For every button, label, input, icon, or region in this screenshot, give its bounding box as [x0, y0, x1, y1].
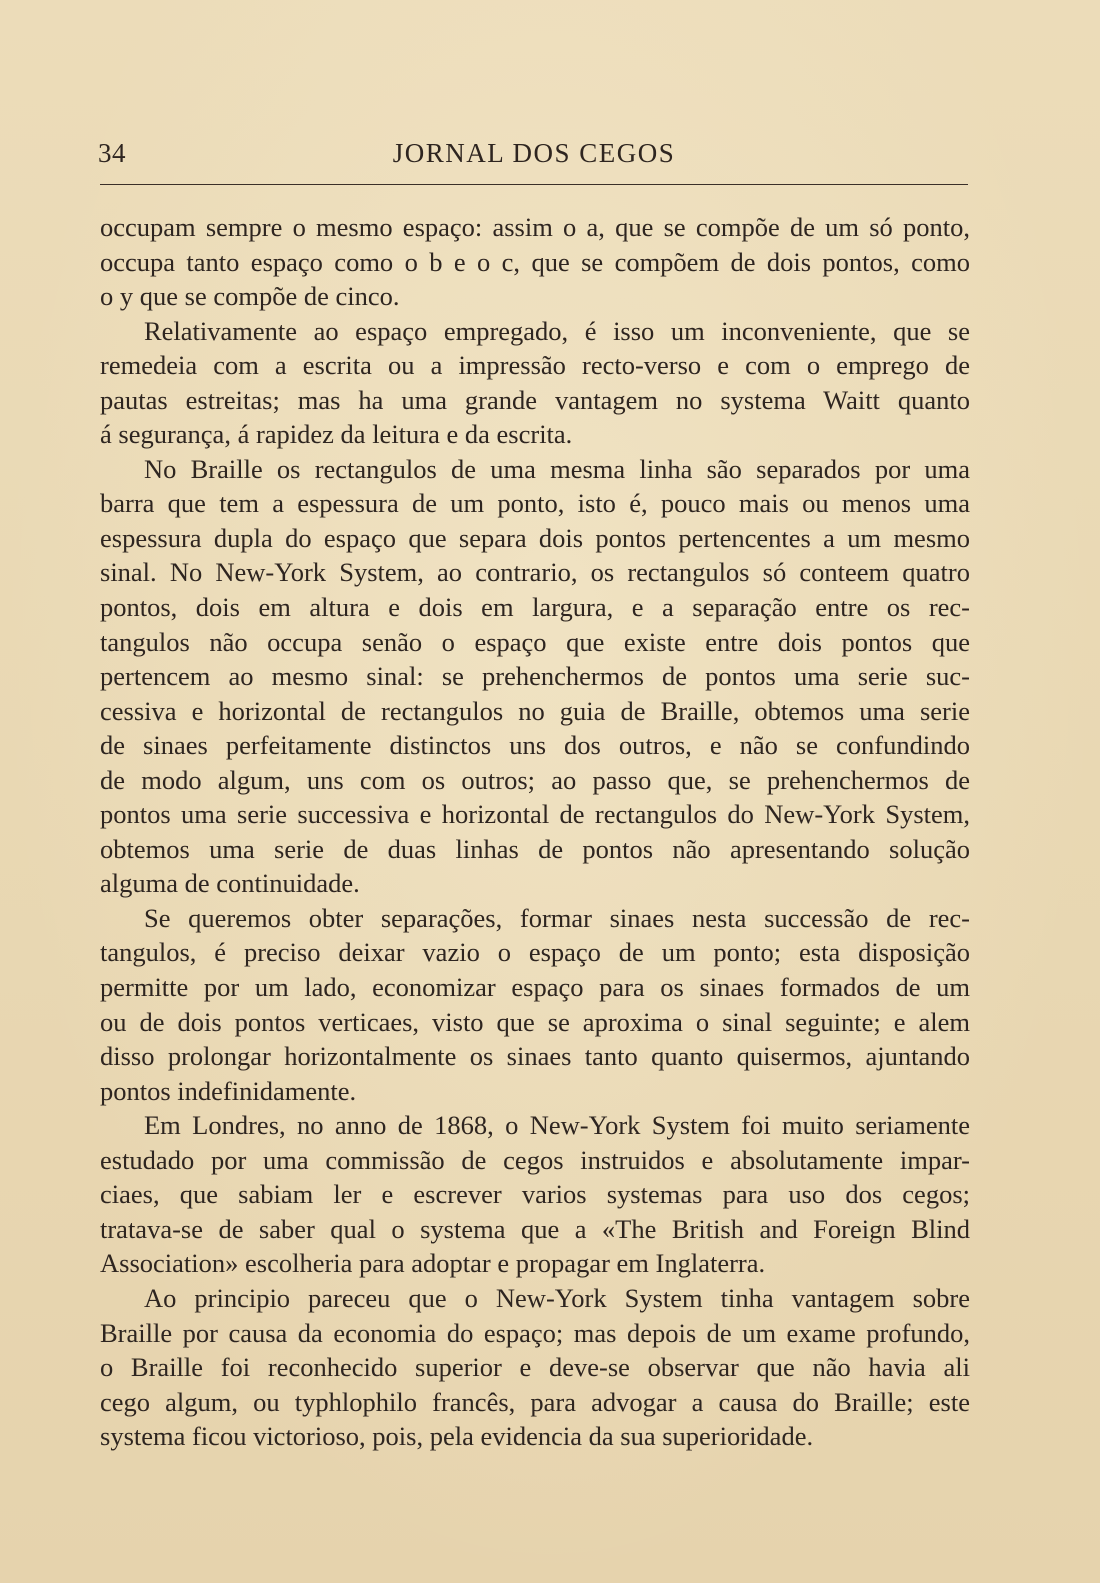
paragraph: [100, 452, 970, 901]
text-line: Relativamente ao espaço empregado, é isso um inconveniente, que se: [144, 315, 970, 346]
page-number: 34: [98, 138, 126, 168]
text-line: pontos indefinidamente.: [100, 1075, 357, 1106]
text-line: tangulos, é preciso deixar vazio o espaço de um ponto; esta disposição: [100, 937, 970, 968]
text-line: Se queremos obter separações, formar sinaes nesta successão de rec-: [144, 902, 970, 933]
header-rule: [100, 184, 968, 185]
page-header: [98, 136, 970, 178]
text-line: Em Londres, no anno de 1868, o New-York System foi muito seriamente: [144, 1110, 970, 1141]
text-line: systema ficou victorioso, pois, pela evidencia da sua superioridade.: [100, 1421, 814, 1452]
text-line: ou de dois pontos verticaes, visto que se aproxima o sinal seguinte; e alem: [100, 1006, 970, 1037]
text-line: disso prolongar horizontalmente os sinaes tanto quanto quisermos, ajuntando: [100, 1041, 970, 1072]
text-line: obtemos uma serie de duas linhas de pontos não apresentando solução: [100, 833, 970, 864]
text-line: Braille por causa da economia do espaço; mas depois de um exame profundo,: [100, 1317, 970, 1348]
text-line: pertencem ao mesmo sinal: se prehenchermos de pontos uma serie suc-: [100, 661, 970, 692]
text-line: occupam sempre o mesmo espaço: assim o a, que se compõe de um só ponto,: [100, 212, 970, 242]
text-line: o Braille foi reconhecido superior e deve-se observar que não havia ali: [100, 1352, 970, 1383]
text-line: de sinaes perfeitamente distinctos uns dos outros, e não se confundindo: [100, 730, 970, 761]
text-line: Association» escolheria para adoptar e propagar em Inglaterra.: [100, 1248, 766, 1279]
text-line: tratava-se de saber qual o systema que a «The British and Foreign Blind: [100, 1213, 970, 1244]
text-line: Ao principio pareceu que o New-York System tinha vantagem sobre: [144, 1282, 970, 1313]
text-line: á segurança, á rapidez da leitura e da escrita.: [100, 419, 573, 450]
text-line: occupa tanto espaço como o b e o c, que se compõem de dois pontos, como: [100, 246, 970, 277]
text-line: pautas estreitas; mas ha uma grande vantagem no systema Waitt quanto: [100, 384, 970, 415]
text-line: sinal. No New-York System, ao contrario, os rectangulos só conteem quatro: [100, 557, 970, 588]
paragraph: [100, 210, 970, 314]
text-line: cessiva e horizontal de rectangulos no guia de Braille, obtemos uma serie: [100, 695, 970, 726]
text-line: permitte por um lado, economizar espaço para os sinaes formados de um: [100, 972, 970, 1003]
text-line: No Braille os rectangulos de uma mesma linha são separados por uma: [144, 453, 970, 484]
paragraph: [100, 901, 970, 1108]
running-title: JORNAL DOS CEGOS: [392, 138, 676, 168]
text-line: espessura dupla do espaço que separa dois pontos pertencentes a um mesmo: [100, 522, 970, 553]
text-line: alguma de continuidade.: [100, 868, 360, 899]
text-line: remedeia com a escrita ou a impressão recto-verso e com o emprego de: [100, 350, 970, 381]
paragraph: [100, 314, 970, 452]
text-line: cego algum, ou typhlophilo francês, para advogar a causa do Braille; este: [100, 1386, 970, 1417]
paragraph: [100, 1281, 970, 1454]
paragraph: [100, 1108, 970, 1281]
body-text: [100, 210, 970, 1454]
text-line: pontos uma serie successiva e horizontal de rectangulos do New-York System,: [100, 799, 970, 830]
text-line: de modo algum, uns com os outros; ao passo que, se prehenchermos de: [100, 764, 970, 795]
text-line: o y que se compõe de cinco.: [100, 281, 400, 312]
text-line: ciaes, que sabiam ler e escrever varios systemas para uso dos cegos;: [100, 1179, 970, 1210]
text-line: tangulos não occupa senão o espaço que existe entre dois pontos que: [100, 626, 970, 657]
text-line: pontos, dois em altura e dois em largura, e a separação entre os rec-: [100, 592, 970, 623]
text-line: barra que tem a espessura de um ponto, isto é, pouco mais ou menos uma: [100, 488, 970, 519]
text-line: estudado por uma commissão de cegos instruidos e absolutamente impar-: [100, 1144, 970, 1175]
